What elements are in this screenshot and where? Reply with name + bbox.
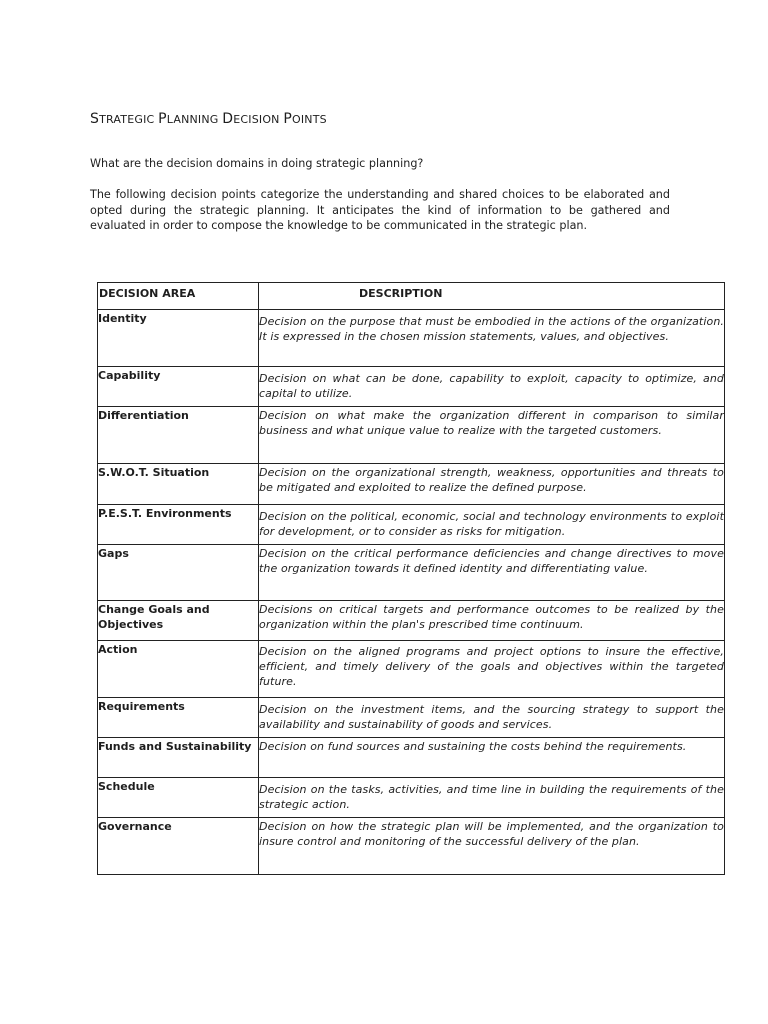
page-title [90,111,327,127]
decision-area-cell: Funds and Sustainability [98,738,259,778]
description-cell: Decision on what can be done, capability to exploit, capacity to optimize, and capital to utilize. [259,367,725,407]
description-cell: Decisions on critical targets and performance outcomes to be realized by the organization within the plan's prescribed time continuum. [259,601,725,641]
table-row [98,310,725,367]
title-part: ECISION [233,113,284,126]
decision-area-cell: Gaps [98,545,259,601]
table-row [98,778,725,818]
header-description: DESCRIPTION [259,283,725,310]
header-decision-area: DECISION AREA [98,283,259,310]
description-cell: Decision on the purpose that must be embodied in the actions of the organization. It is expressed in the chosen mission statements, values, and objectives. [259,310,725,367]
decision-area-cell: Change Goals and Objectives [98,601,259,641]
table-row [98,407,725,464]
title-initial: D [222,111,234,127]
table-row [98,545,725,601]
title-initial: P [283,111,292,127]
table-row [98,738,725,778]
table-row [98,818,725,875]
description-cell: Decision on the tasks, activities, and time line in building the requirements of the strategic action. [259,778,725,818]
description-cell: Decision on the investment items, and the sourcing strategy to support the availability and sustainability of goods and services. [259,698,725,738]
intro-paragraph: The following decision points categorize the understanding and shared choices to be elaborated and opted during the strategic planning. It anticipates the kind of information to be gathered and evaluated in order to compose the knowledge to be communicated in the strategic plan. [90,188,670,232]
decision-area-cell: Capability [98,367,259,407]
table-row [98,601,725,641]
decision-area-cell: Requirements [98,698,259,738]
question-text: What are the decision domains in doing strategic planning? [90,157,424,170]
decision-area-cell: S.W.O.T. Situation [98,464,259,505]
table-row [98,367,725,407]
description-cell: Decision on what make the organization different in comparison to similar business and what unique value to realize with the targeted customers. [259,407,725,464]
title-initial: S [90,111,100,127]
description-cell: Decision on the organizational strength, weakness, opportunities and threats to be mitigated and exploited to realize the defined purpose. [259,464,725,505]
description-cell: Decision on the political, economic, social and technology environments to exploit for development, or to consider as risks for mitigation. [259,505,725,545]
decision-area-cell: Action [98,641,259,698]
title-part: LANNING [166,113,223,126]
description-cell: Decision on how the strategic plan will be implemented, and the organization to insure control and monitoring of the successful delivery of the plan. [259,818,725,875]
description-cell: Decision on fund sources and sustaining the costs behind the requirements. [259,738,725,778]
description-cell: Decision on the aligned programs and project options to insure the effective, efficient, and timely delivery of the goals and objectives within the targeted future. [259,641,725,698]
table-row [98,505,725,545]
table-row [98,464,725,505]
table-row [98,641,725,698]
decision-area-cell: Differentiation [98,407,259,464]
decision-area-cell: Identity [98,310,259,367]
decision-table [97,282,725,875]
table-header-row [98,283,725,310]
title-part: OINTS [291,113,327,126]
decision-area-cell: Governance [98,818,259,875]
decision-area-cell: P.E.S.T. Environments [98,505,259,545]
decision-area-cell: Schedule [98,778,259,818]
table-row [98,698,725,738]
description-cell: Decision on the critical performance deficiencies and change directives to move the organization towards it defined identity and differentiating value. [259,545,725,601]
title-part: TRATEGIC [99,113,159,126]
title-initial: P [158,111,167,127]
